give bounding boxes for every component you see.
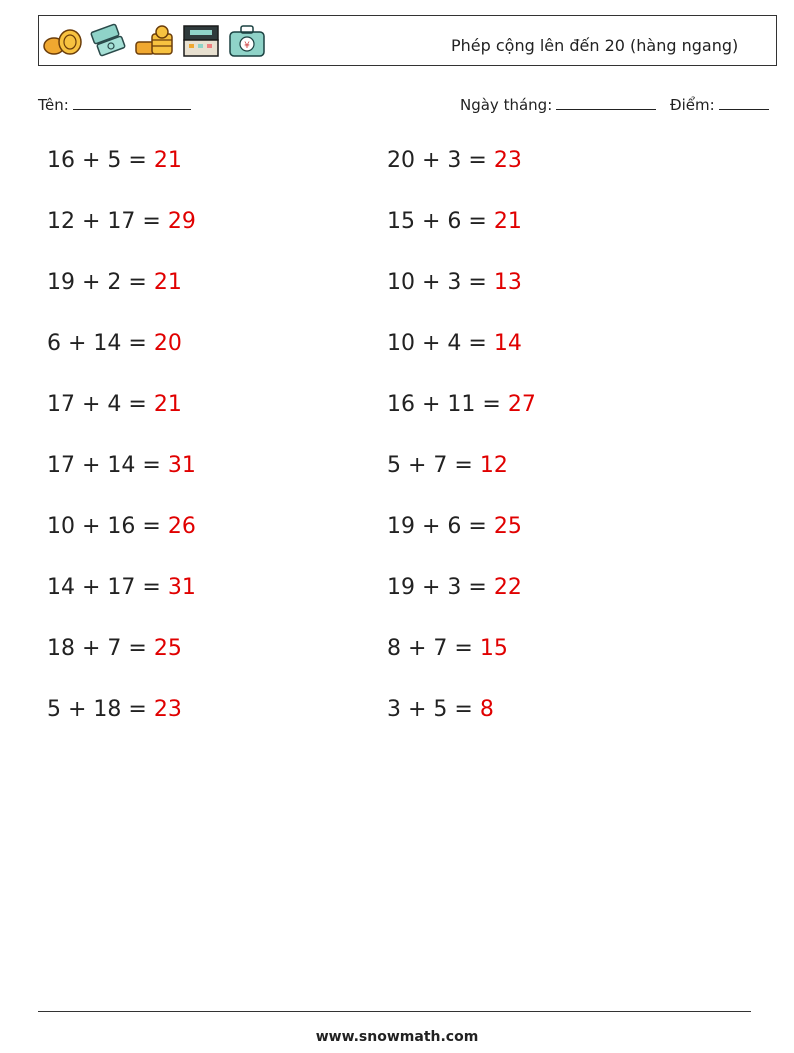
problem-right-2 [387, 209, 522, 234]
problem-right-1 [387, 148, 522, 173]
problem-right-7 [387, 514, 522, 539]
problem-left-8 [47, 575, 196, 600]
date-field [460, 95, 656, 114]
problem-right-8 [387, 575, 522, 600]
problem-left-6 [47, 453, 196, 478]
problem-question: 16 + 11 = [387, 392, 501, 417]
problem-left-4 [47, 331, 182, 356]
problem-right-9 [387, 636, 508, 661]
problem-question: 16 + 5 = [47, 148, 147, 173]
problem-answer: 23 [153, 697, 182, 722]
problem-left-10 [47, 697, 182, 722]
problem-question: 17 + 14 = [47, 453, 161, 478]
problem-answer: 21 [153, 148, 182, 173]
problem-question: 6 + 14 = [47, 331, 147, 356]
problem-left-3 [47, 270, 182, 295]
page-title: Phép cộng lên đến 20 (hàng ngang) [451, 36, 739, 55]
problem-left-7 [47, 514, 196, 539]
problem-answer: 31 [167, 575, 196, 600]
problem-question: 18 + 7 = [47, 636, 147, 661]
score-blank [719, 95, 769, 110]
problem-left-2 [47, 209, 196, 234]
problem-question: 10 + 3 = [387, 270, 487, 295]
problem-question: 5 + 7 = [387, 453, 473, 478]
problem-question: 10 + 16 = [47, 514, 161, 539]
cash-register-icon [180, 22, 222, 60]
name-label: Tên: [38, 96, 69, 114]
problem-answer: 26 [167, 514, 196, 539]
problem-answer: 21 [153, 270, 182, 295]
problem-answer: 22 [493, 575, 522, 600]
problem-answer: 27 [507, 392, 536, 417]
problem-question: 3 + 5 = [387, 697, 473, 722]
problem-answer: 21 [493, 209, 522, 234]
problem-answer: 8 [479, 697, 494, 722]
coin-stack-icon [134, 22, 176, 60]
date-blank [556, 95, 656, 110]
problem-answer: 25 [493, 514, 522, 539]
footer-site: www.snowmath.com [315, 1029, 479, 1045]
problem-question: 19 + 2 = [47, 270, 147, 295]
score-label: Điểm: [670, 96, 715, 114]
problem-answer: 31 [167, 453, 196, 478]
name-field [38, 95, 191, 114]
problem-answer: 23 [493, 148, 522, 173]
problem-question: 20 + 3 = [387, 148, 487, 173]
score-field [670, 95, 769, 114]
yen-bag-icon [226, 22, 268, 60]
problem-answer: 21 [153, 392, 182, 417]
problem-right-5 [387, 392, 536, 417]
problem-answer: 13 [493, 270, 522, 295]
problem-question: 17 + 4 = [47, 392, 147, 417]
svg-text:¥: ¥ [244, 41, 250, 51]
problem-right-10 [387, 697, 494, 722]
coins-icon [42, 22, 84, 60]
problem-question: 15 + 6 = [387, 209, 487, 234]
problem-right-6 [387, 453, 508, 478]
problem-question: 10 + 4 = [387, 331, 487, 356]
problem-question: 5 + 18 = [47, 697, 147, 722]
problem-question: 14 + 17 = [47, 575, 161, 600]
problem-right-3 [387, 270, 522, 295]
problem-answer: 14 [493, 331, 522, 356]
problem-question: 12 + 17 = [47, 209, 161, 234]
problem-right-4 [387, 331, 522, 356]
problem-answer: 29 [167, 209, 196, 234]
problem-question: 19 + 6 = [387, 514, 487, 539]
problem-question: 19 + 3 = [387, 575, 487, 600]
problem-answer: 12 [479, 453, 508, 478]
header-icons [42, 22, 268, 60]
footer-divider [38, 1011, 751, 1012]
worksheet-header [38, 15, 777, 66]
problem-answer: 20 [153, 331, 182, 356]
problem-answer: 25 [153, 636, 182, 661]
problem-left-1 [47, 148, 182, 173]
name-blank [73, 95, 191, 110]
problem-left-5 [47, 392, 182, 417]
date-label: Ngày tháng: [460, 96, 553, 114]
problem-question: 8 + 7 = [387, 636, 473, 661]
problem-answer: 15 [479, 636, 508, 661]
banknotes-icon [88, 22, 130, 60]
problem-left-9 [47, 636, 182, 661]
